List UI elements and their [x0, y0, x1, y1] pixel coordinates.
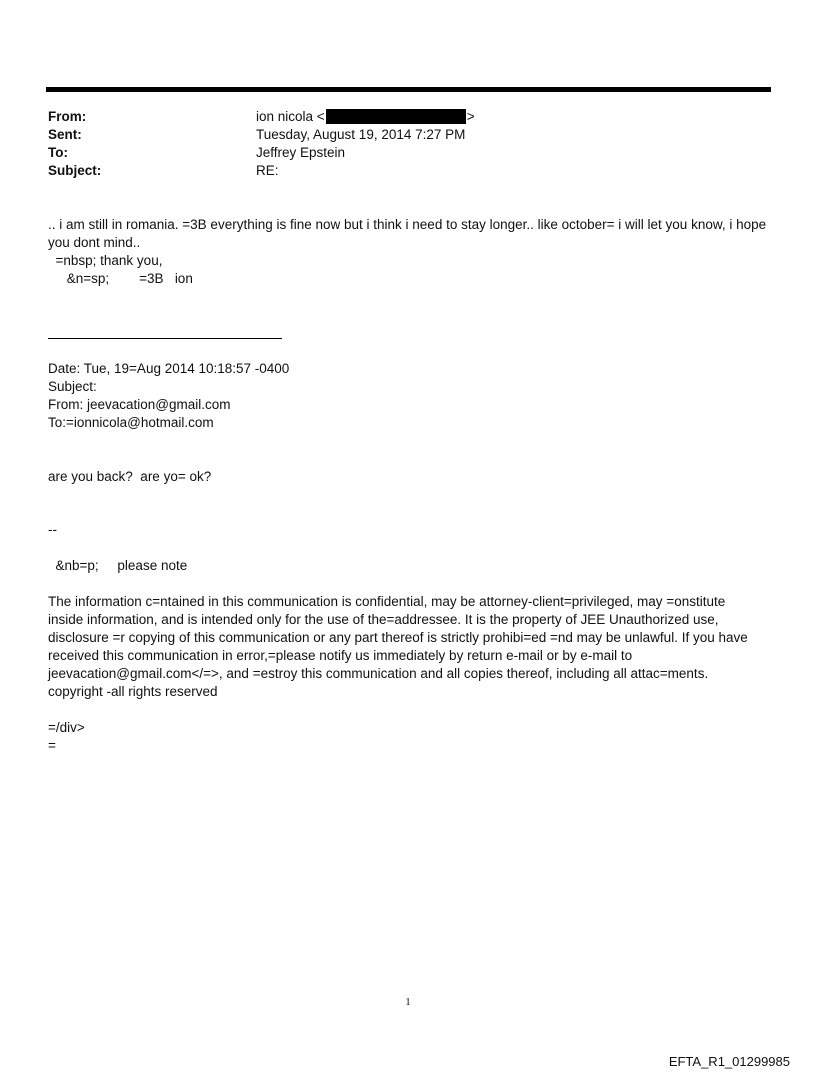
- quoted-message: are you back? are yo= ok?: [48, 469, 212, 484]
- subject-label: Subject:: [48, 163, 102, 178]
- page-number: 1: [405, 996, 411, 1008]
- reply-line-3: &n=sp; =3B ion: [48, 271, 193, 286]
- to-value: Jeffrey Epstein: [256, 145, 346, 160]
- signature-dash: --: [48, 522, 57, 537]
- quote-separator: [48, 338, 282, 339]
- from-value: [256, 108, 475, 126]
- quoted-subject: Subject:: [48, 379, 97, 394]
- sent-value: Tuesday, August 19, 2014 7:27 PM: [256, 127, 466, 142]
- closing-div: =/div>: [48, 720, 85, 735]
- quoted-from: From: jeevacation@gmail.com: [48, 397, 231, 412]
- quoted-to: To:=ionnicola@hotmail.com: [48, 415, 214, 430]
- document-id: EFTA_R1_01299985: [668, 1054, 790, 1069]
- to-label: To:: [48, 145, 68, 160]
- from-close: >: [466, 109, 475, 124]
- disclaimer-text: The information c=ntained in this communication is confidential, may be attorney-client=privileged, may =onstitute inside information, and is intended only for the use of the=addressee. It is the property of JEE Unauthorized use, disclosure =r copying of this communication or any part thereof is strictly prohibi=ed =nd may be unlawful. If you have received this communication in error,=please notify us immediately by return e-mail or by e-mail to jeevacation@gmail.com</=>, and =estroy this communication and all copies thereof, including all attac=ments. copyright -all rights reserved: [48, 594, 748, 699]
- quoted-date: Date: Tue, 19=Aug 2014 10:18:57 -0400: [48, 361, 290, 376]
- redaction-box: [326, 109, 466, 124]
- from-name: ion nicola <: [256, 109, 325, 124]
- reply-line-2: =nbsp; thank you,: [48, 253, 163, 268]
- header-top-rule: [46, 87, 771, 92]
- subject-value: RE:: [256, 163, 279, 178]
- sent-label: Sent:: [48, 127, 82, 142]
- from-label: From:: [48, 109, 87, 124]
- reply-line-1: .. i am still in romania. =3B everything is fine now but i think i need to stay longer.. like october= i will let you know, i hope you dont mind..: [48, 217, 767, 250]
- closing-eq: =: [48, 738, 56, 753]
- please-note: &nb=p; please note: [48, 558, 188, 573]
